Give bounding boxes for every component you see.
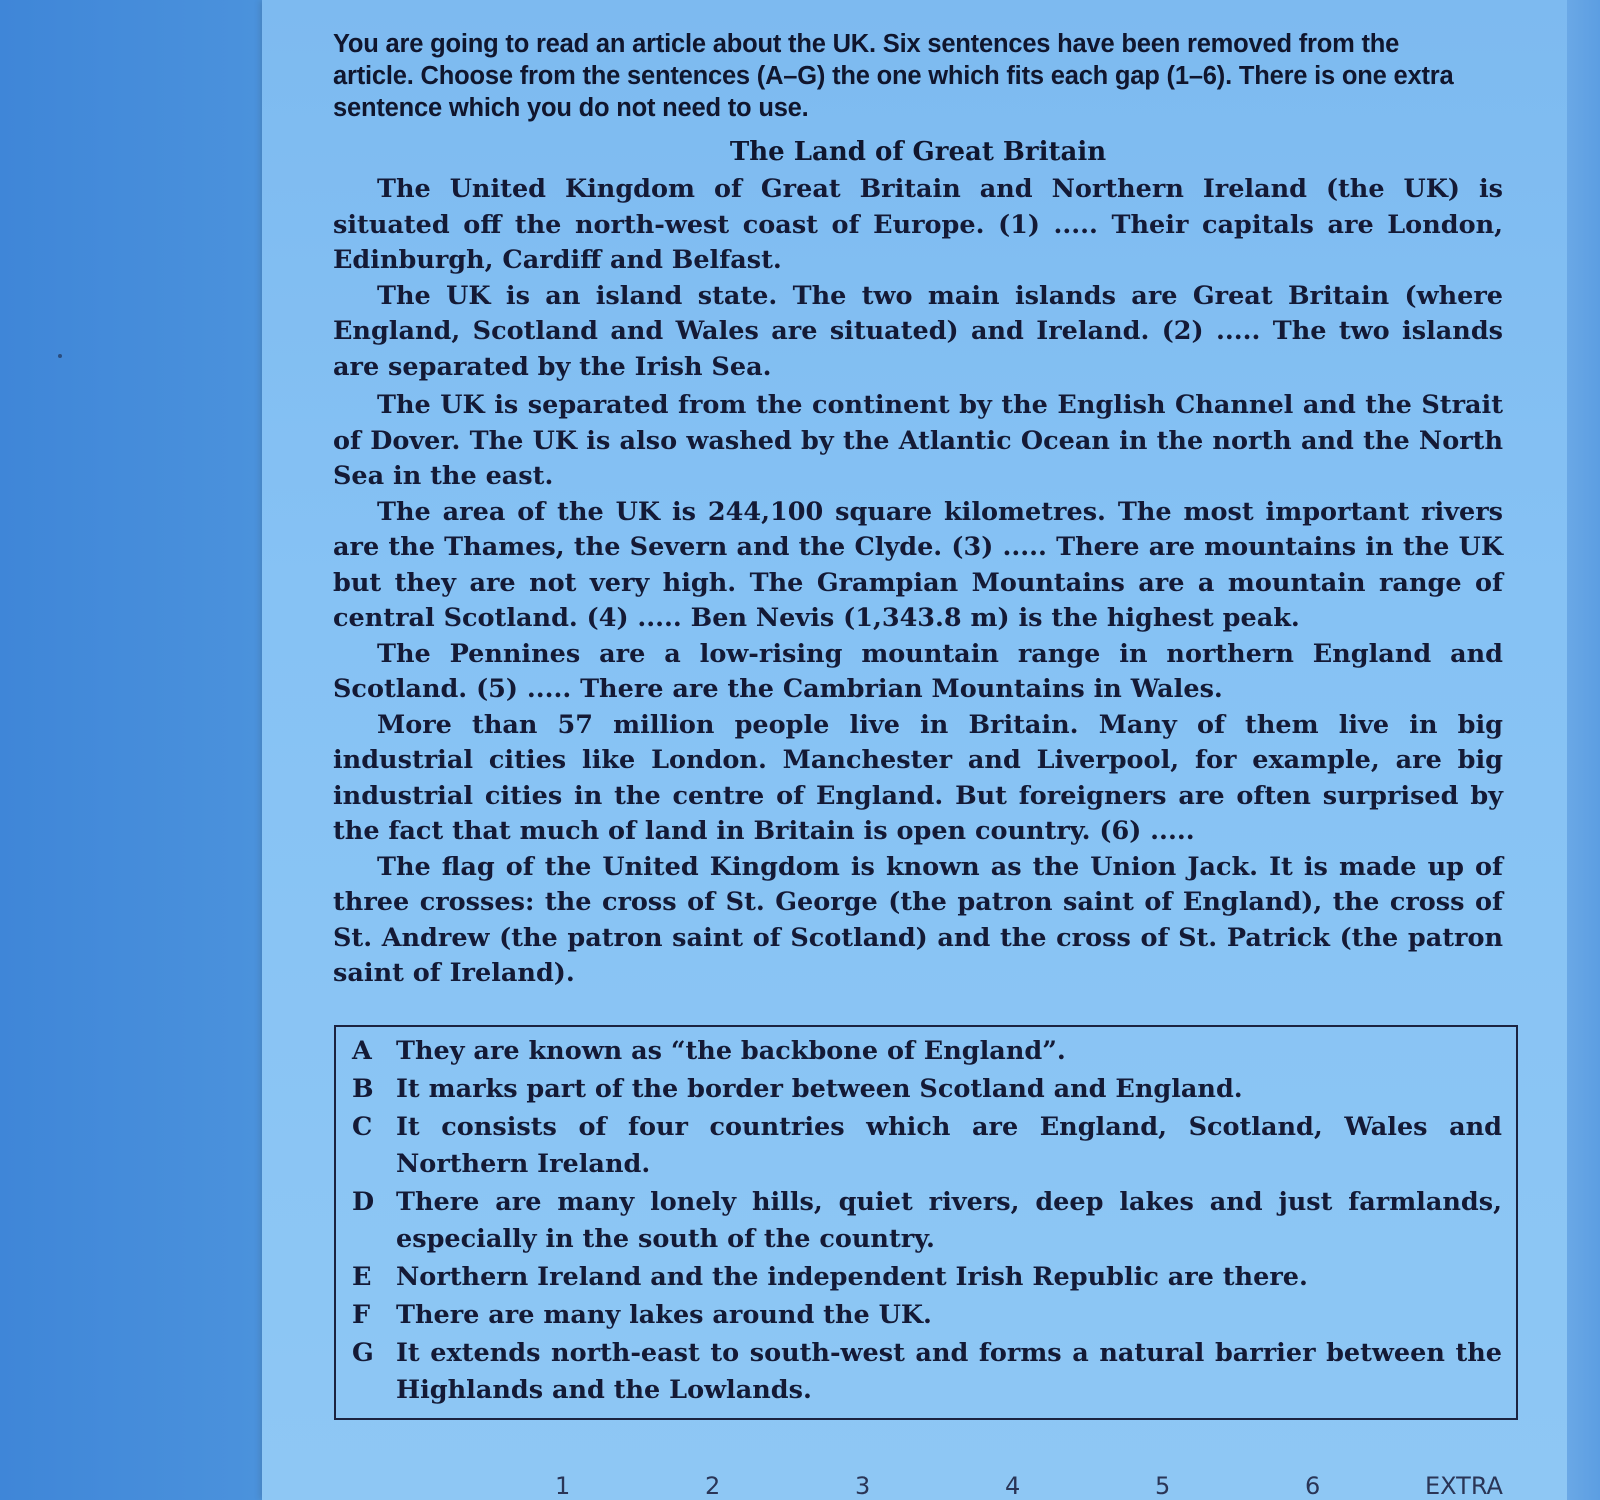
answer-label-4: 4 [1005, 1472, 1021, 1500]
task-instructions: You are going to read an article about the UK. Six sentences have been removed from the article. Choose from the sentences (A–G) the one which fits each gap (1–6). There is one extra sentence which you do not need to use. [333, 30, 1454, 122]
article-paragraph: The area of the UK is 244,100 square kilometres. The most important rivers are the Thames, the Severn and the Clyde. (3) ..... There are mountains in the UK but they are not very high. The Grampian Mountains are a mountain range of central Scotland. (4) ..... Ben Nevis (1,343.8 m) is the highest peak. [333, 496, 1503, 633]
option-e [352, 1259, 1502, 1296]
option-letter: G [352, 1338, 374, 1368]
option-b [352, 1071, 1502, 1108]
option-letter: B [352, 1074, 374, 1104]
answer-label-6: 6 [1305, 1472, 1321, 1500]
answer-options-box [334, 1025, 1518, 1420]
option-text: There are many lonely hills, quiet rivers, deep lakes and just farmlands, especially in the south of the country. [396, 1187, 1502, 1254]
option-text: It extends north-east to south-west and forms a natural barrier between the Highlands and the Lowlands. [396, 1338, 1502, 1405]
article-paragraph: The Pennines are a low-rising mountain range in northern England and Scotland. (5) ..... There are the Cambrian Mountains in Wales. [333, 638, 1503, 704]
option-letter: A [352, 1036, 372, 1066]
option-text: Northern Ireland and the independent Irish Republic are there. [396, 1262, 1308, 1292]
option-letter: C [352, 1112, 373, 1142]
article-paragraph: The UK is an island state. The two main islands are Great Britain (where England, Scotland and Wales are situated) and Ireland. (2) ..... The two islands are separated by the Irish Sea. [333, 280, 1503, 382]
option-d [352, 1184, 1502, 1258]
option-text: There are many lakes around the UK. [396, 1300, 932, 1330]
answer-label-5: 5 [1155, 1472, 1171, 1500]
option-g [352, 1335, 1502, 1409]
article-paragraph: The flag of the United Kingdom is known as the Union Jack. It is made up of three crosses: the cross of St. George (the patron saint of England), the cross of St. Andrew (the patron saint of Scotland) and the cross of St. Patrick (the patron saint of Ireland). [333, 851, 1503, 988]
option-text: It marks part of the border between Scotland and England. [396, 1074, 1243, 1104]
option-a [352, 1033, 1502, 1070]
article-paragraph: The UK is separated from the continent by the English Channel and the Strait of Dover. The UK is also washed by the Atlantic Ocean in the north and the North Sea in the east. [333, 390, 1503, 491]
option-text: They are known as “the backbone of England”. [396, 1036, 1066, 1066]
article-paragraph: More than 57 million people live in Britain. Many of them live in big industrial cities like London. Manchester and Liverpool, for example, are big industrial cities in the centre of England. But foreigners are often surprised by the fact that much of land in Britain is open country. (6) ..... [333, 709, 1503, 846]
dust-speck [58, 354, 62, 358]
option-letter: F [352, 1300, 371, 1330]
option-f [352, 1297, 1502, 1334]
option-c [352, 1109, 1502, 1183]
answer-label-1: 1 [555, 1472, 571, 1500]
page-edge [1567, 0, 1600, 1500]
answer-label-extra: EXTRA [1425, 1472, 1503, 1500]
article-body [333, 172, 1503, 992]
answer-label-3: 3 [855, 1472, 871, 1500]
answer-grid-header [333, 1472, 1513, 1500]
option-letter: E [352, 1262, 372, 1292]
article-title: The Land of Great Britain [729, 137, 1107, 167]
article-paragraph: The United Kingdom of Great Britain and Northern Ireland (the UK) is situated off the north-west coast of Europe. (1) ..... Their capitals are London, Edinburgh, Cardiff and Belfast. [333, 174, 1503, 275]
option-text: It consists of four countries which are England, Scotland, Wales and Northern Ireland. [396, 1112, 1502, 1179]
option-letter: D [352, 1187, 375, 1217]
answer-label-2: 2 [705, 1472, 721, 1500]
